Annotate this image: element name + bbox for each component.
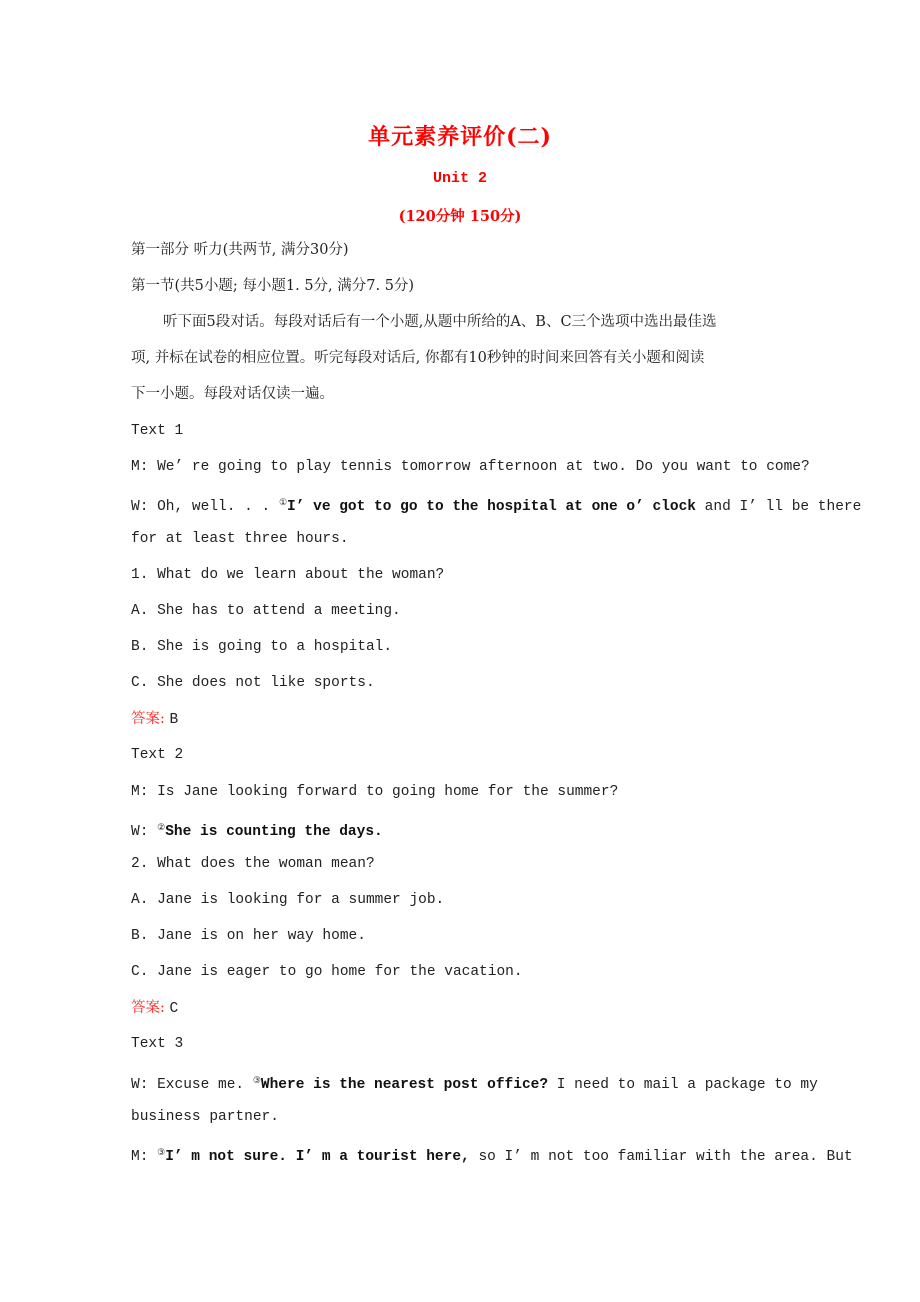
question-1: 1. What do we learn about the woman? [131,567,445,583]
footnote-mark: ① [278,498,288,508]
highlighted-phrase: She is counting the days. [165,824,383,840]
speaker-prefix: W: Oh, well. . . [131,499,279,515]
speaker-prefix: W: Excuse me. [131,1077,253,1093]
text1-w-line [131,493,862,517]
footnote-mark: ② [157,823,166,833]
q2-option-c: C. Jane is eager to go home for the vacation. [131,964,523,980]
section1-heading: 第一节(共5小题; 每小题1. 5分, 满分7. 5分) [131,278,415,294]
text2-w-line [131,818,791,842]
unit-subtitle: Unit 2 [432,170,487,187]
text3-m-line [131,1143,853,1167]
line-rest: I need to mail a package to my [548,1077,818,1093]
answer-value: B [169,712,179,728]
footnote-mark: ③ [252,1076,261,1086]
speaker-prefix: M: [131,1149,158,1165]
answer-label: 答案: [131,711,170,727]
text2-m-line: M: Is Jane looking forward to going home for the summer? [131,784,619,800]
q1-option-c: C. She does not like sports. [131,675,375,691]
q1-answer [131,709,791,730]
document-title: 单元素养评价(二) [368,124,552,150]
text2-label: Text 2 [131,747,184,763]
question-2: 2. What does the woman mean? [131,856,375,872]
q2-option-b: B. Jane is on her way home. [131,928,366,944]
q2-option-a: A. Jane is looking for a summer job. [131,892,445,908]
instructions-line-2: 项, 并标在试卷的相应位置。听完每段对话后, 你都有10秒钟的时间来回答有关小题和阅读 [131,350,705,366]
text1-label: Text 1 [131,423,184,439]
q1-option-a: A. She has to attend a meeting. [131,603,401,619]
part1-heading: 第一部分 听力(共两节, 满分30分) [131,242,349,258]
time-score: (120分钟 150分) [398,208,522,225]
answer-value: C [169,1001,179,1017]
speaker-prefix: W: [131,824,158,840]
line-rest: so I’ m not too familiar with the area. But [469,1149,853,1165]
answer-label: 答案: [131,1000,170,1016]
line-rest: and I’ ll be there [695,499,862,515]
highlighted-phrase: I’ ve got to go to the hospital at one o’ clock [287,499,696,515]
instructions-line-1: 听下面5段对话。每段对话后有一个小题,从题中所给的A、B、C三个选项中选出最佳选 [163,314,717,330]
text1-w-cont: for at least three hours. [131,531,349,547]
instructions-line-3: 下一小题。每段对话仅读一遍。 [131,386,334,402]
highlighted-phrase: Where is the nearest post office? [260,1077,549,1093]
text3-label: Text 3 [131,1036,184,1052]
highlighted-phrase: I’ m not sure. I’ m a tourist here, [165,1149,470,1165]
text1-m-line: M: We’ re going to play tennis tomorrow afternoon at two. Do you want to come? [131,459,810,475]
footnote-mark: ③ [157,1148,166,1158]
q1-option-b: B. She is going to a hospital. [131,639,393,655]
text3-w-line [131,1071,818,1095]
q2-answer [131,998,791,1019]
text3-w-cont: business partner. [131,1109,279,1125]
